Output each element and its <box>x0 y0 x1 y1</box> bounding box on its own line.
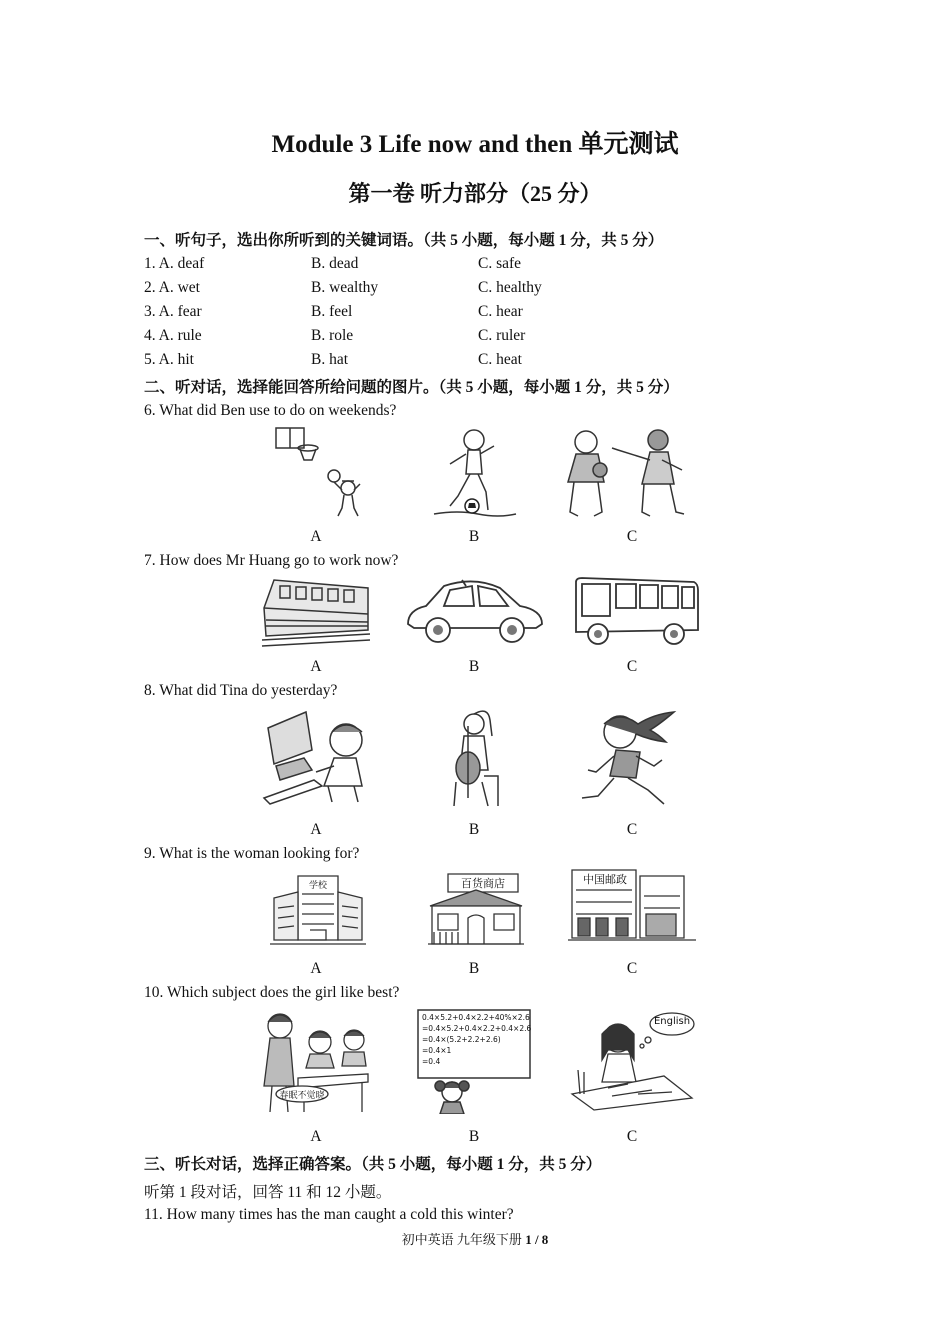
football-icon <box>428 426 518 522</box>
q5-option-b: B. hat <box>311 351 349 368</box>
q8-label-b: B <box>468 821 480 838</box>
q10-label-c: C <box>626 1128 638 1145</box>
part3-instruction: 听第 1 段对话，回答 11 和 12 小题。 <box>144 1184 392 1201</box>
q3-option-c: C. hear <box>478 303 523 320</box>
school-sign: 学校 <box>308 881 327 891</box>
q6-question: 6. What did Ben use to do on weekends? <box>144 402 397 419</box>
q7-label-b: B <box>468 658 480 675</box>
page-footer <box>0 1229 950 1248</box>
cello-girl-icon <box>444 706 506 810</box>
classroom-bubble-text: 春眠不觉晓 <box>279 1091 325 1101</box>
q8-label-c: C <box>626 821 638 838</box>
board-line: 0.4×5.2+0.4×2.2+40%×2.6 <box>422 1013 530 1022</box>
part1-heading: 一、听句子，选出你所听到的关键词语。（共 5 小题，每小题 1 分，共 5 分） <box>144 232 664 249</box>
q2-option-a: 2. A. wet <box>144 279 200 296</box>
q1-option-c: C. safe <box>478 255 522 272</box>
q3-option-b: B. feel <box>311 303 353 320</box>
q9-label-a: A <box>310 960 322 977</box>
q4-option-b: B. role <box>311 327 354 344</box>
bus-icon <box>570 576 702 646</box>
q9-label-b: B <box>468 960 480 977</box>
running-girl-icon <box>578 706 686 810</box>
part3-heading: 三、听长对话，选择正确答案。（共 5 小题，每小题 1 分，共 5 分） <box>144 1156 602 1173</box>
q5-option-c: C. heat <box>478 351 522 368</box>
school-building-icon <box>268 868 368 948</box>
q11-question: 11. How many times has the man caught a cold this winter? <box>144 1206 514 1223</box>
post-office-icon <box>568 866 698 942</box>
q2-option-b: B. wealthy <box>311 279 379 296</box>
baseball-icon <box>558 426 703 522</box>
q5-option-a: 5. A. hit <box>144 351 194 368</box>
department-store-icon <box>424 872 528 948</box>
q6-label-b: B <box>468 528 480 545</box>
board-line: =0.4 <box>422 1057 441 1066</box>
board-line: =0.4×1 <box>422 1046 452 1055</box>
q1-option-a: 1. A. deaf <box>144 255 205 272</box>
car-icon <box>404 576 546 646</box>
q1-option-b: B. dead <box>311 255 359 272</box>
q8-question: 8. What did Tina do yesterday? <box>144 682 338 699</box>
store-sign: 百货商店 <box>461 877 505 890</box>
q7-question: 7. How does Mr Huang go to work now? <box>144 552 399 569</box>
basketball-icon <box>272 426 362 522</box>
q9-label-c: C <box>626 960 638 977</box>
q7-label-a: A <box>310 658 322 675</box>
footer-text: 初中英语 九年级下册 <box>401 1232 526 1247</box>
q2-option-c: C. healthy <box>478 279 542 296</box>
part2-heading: 二、听对话，选择能回答所给问题的图片。（共 5 小题，每小题 1 分，共 5 分） <box>144 379 679 396</box>
page-number: 1 / 8 <box>525 1232 549 1247</box>
computer-girl-icon <box>262 706 372 806</box>
train-icon <box>260 574 372 650</box>
post-sign: 中国邮政 <box>583 873 627 886</box>
board-math <box>422 1012 530 1067</box>
q8-label-a: A <box>310 821 322 838</box>
section-subtitle: 第一卷 听力部分（25 分） <box>348 181 602 206</box>
q7-label-c: C <box>626 658 638 675</box>
q9-question: 9. What is the woman looking for? <box>144 845 360 862</box>
english-bubble-text: English <box>653 1016 691 1027</box>
q10-label-a: A <box>310 1128 322 1145</box>
q10-label-b: B <box>468 1128 480 1145</box>
q10-question: 10. Which subject does the girl like best? <box>144 984 400 1001</box>
q6-label-a: A <box>310 528 322 545</box>
q4-option-c: C. ruler <box>478 327 526 344</box>
classroom-icon <box>258 1008 370 1116</box>
q6-label-c: C <box>626 528 638 545</box>
board-line: =0.4×(5.2+2.2+2.6) <box>422 1035 501 1044</box>
math-blackboard-icon <box>416 1008 532 1114</box>
q3-option-a: 3. A. fear <box>144 303 202 320</box>
english-study-icon <box>568 1010 698 1116</box>
board-line: =0.4×5.2+0.4×2.2+0.4×2.6 <box>422 1024 532 1033</box>
q4-option-a: 4. A. rule <box>144 327 202 344</box>
page-title: Module 3 Life now and then 单元测试 <box>271 131 679 158</box>
